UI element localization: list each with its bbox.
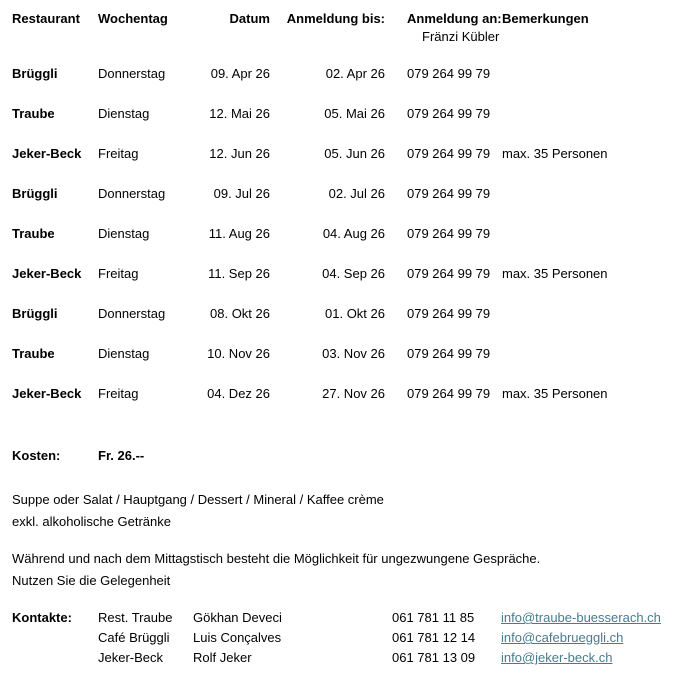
cell-deadline: 02. Apr 26	[325, 66, 385, 81]
cell-remark	[502, 187, 662, 201]
table-row	[0, 107, 674, 147]
cell-weekday: Donnerstag	[98, 66, 166, 81]
cell-deadline: 05. Mai 26	[324, 106, 385, 121]
contact-phone: 061 781 13 09	[392, 650, 476, 665]
contact-name: Luis Conçalves	[193, 630, 282, 645]
cell-remark	[502, 227, 662, 241]
cell-restaurant: Traube	[12, 226, 55, 241]
contact-name: Rolf Jeker	[193, 650, 252, 665]
contact-phone: 061 781 11 85	[392, 610, 475, 625]
table-row	[0, 227, 674, 267]
cell-deadline: 03. Nov 26	[322, 346, 385, 361]
contact-place: Café Brüggli	[98, 630, 170, 645]
cell-deadline: 05. Jun 26	[324, 146, 385, 161]
costs-value: Fr. 26.--	[98, 448, 145, 463]
cell-date: 11. Sep 26	[208, 266, 270, 281]
cell-date: 08. Okt 26	[210, 306, 270, 321]
cell-restaurant: Traube	[12, 346, 55, 361]
cell-deadline: 04. Sep 26	[322, 266, 385, 281]
cell-restaurant: Brüggli	[12, 306, 58, 321]
cell-restaurant: Jeker-Beck	[12, 266, 82, 281]
cell-remark	[502, 107, 662, 121]
menu-exclusion: exkl. alkoholische Getränke	[12, 514, 171, 529]
table-row	[0, 267, 674, 307]
table-row	[0, 187, 674, 227]
note-line-1: Während und nach dem Mittagstisch besteht die Möglichkeit für ungezwungene Gespräche.	[12, 551, 541, 566]
costs-label: Kosten:	[12, 448, 61, 463]
contact-person-name: Fränzi Kübler	[422, 29, 500, 44]
contact-row	[0, 628, 674, 648]
cell-restaurant: Jeker-Beck	[12, 386, 82, 401]
contact-email-link[interactable]: info@cafebrueggli.ch	[501, 630, 624, 645]
cell-restaurant: Brüggli	[12, 186, 58, 201]
cell-date: 09. Apr 26	[210, 66, 270, 81]
cell-date: 11. Aug 26	[208, 226, 270, 241]
menu-description: Suppe oder Salat / Hauptgang / Dessert / Mineral / Kaffee crème	[12, 492, 384, 507]
cell-restaurant: Jeker-Beck	[12, 146, 82, 161]
contact-name: Gökhan Deveci	[193, 610, 282, 625]
cell-date: 10. Nov 26	[207, 346, 270, 361]
cell-weekday: Freitag	[98, 266, 139, 281]
cell-phone: 079 264 99 79	[407, 386, 491, 401]
contact-row	[0, 608, 674, 628]
cell-phone: 079 264 99 79	[407, 266, 491, 281]
cell-weekday: Donnerstag	[98, 186, 166, 201]
table-header-line2	[0, 28, 674, 46]
contact-email-link[interactable]: info@traube-buesserach.ch	[501, 610, 661, 625]
cell-remark	[502, 307, 662, 321]
cell-phone: 079 264 99 79	[407, 146, 491, 161]
cell-remark: max. 35 Personen	[502, 146, 608, 161]
cell-phone: 079 264 99 79	[407, 226, 491, 241]
cell-date: 09. Jul 26	[213, 186, 270, 201]
cell-date: 12. Mai 26	[209, 106, 270, 121]
cell-weekday: Freitag	[98, 386, 139, 401]
contact-email-link[interactable]: info@jeker-beck.ch	[501, 650, 613, 665]
cell-weekday: Dienstag	[98, 226, 150, 241]
contact-place: Jeker-Beck	[98, 650, 164, 665]
costs-row	[0, 449, 674, 463]
contact-place: Rest. Traube	[98, 610, 173, 625]
menu-section	[0, 489, 396, 533]
header-date: Datum	[229, 11, 270, 26]
cell-date: 12. Jun 26	[209, 146, 270, 161]
cell-phone: 079 264 99 79	[407, 306, 491, 321]
cell-remark: max. 35 Personen	[502, 386, 608, 401]
schedule-table	[0, 67, 674, 427]
header-restaurant: Restaurant	[12, 11, 80, 26]
cell-phone: 079 264 99 79	[407, 106, 491, 121]
table-row	[0, 387, 674, 427]
cell-weekday: Freitag	[98, 146, 139, 161]
cell-weekday: Dienstag	[98, 106, 150, 121]
header-remarks: Bemerkungen	[502, 11, 589, 26]
header-contact: Anmeldung an:	[407, 11, 502, 26]
cell-remark	[502, 347, 662, 361]
contact-row	[0, 648, 674, 668]
cell-deadline: 02. Jul 26	[328, 186, 385, 201]
cell-phone: 079 264 99 79	[407, 66, 491, 81]
contact-phone: 061 781 12 14	[392, 630, 476, 645]
cell-weekday: Donnerstag	[98, 306, 166, 321]
cell-weekday: Dienstag	[98, 346, 150, 361]
cell-date: 04. Dez 26	[207, 386, 270, 401]
cell-deadline: 01. Okt 26	[325, 306, 385, 321]
table-header	[0, 10, 674, 28]
cell-remark	[502, 67, 662, 81]
header-deadline: Anmeldung bis:	[286, 11, 385, 26]
note-section	[0, 548, 552, 592]
cell-deadline: 27. Nov 26	[322, 386, 385, 401]
cell-phone: 079 264 99 79	[407, 346, 491, 361]
cell-remark: max. 35 Personen	[502, 266, 608, 281]
header-weekday: Wochentag	[98, 11, 168, 26]
cell-deadline: 04. Aug 26	[322, 226, 385, 241]
cell-restaurant: Traube	[12, 106, 55, 121]
contacts-section	[0, 608, 674, 668]
table-row	[0, 307, 674, 347]
note-line-2: Nutzen Sie die Gelegenheit	[12, 573, 171, 588]
table-row	[0, 147, 674, 187]
table-row	[0, 347, 674, 387]
table-row	[0, 67, 674, 107]
cell-phone: 079 264 99 79	[407, 186, 491, 201]
contacts-label: Kontakte:	[12, 610, 72, 625]
cell-restaurant: Brüggli	[12, 66, 58, 81]
